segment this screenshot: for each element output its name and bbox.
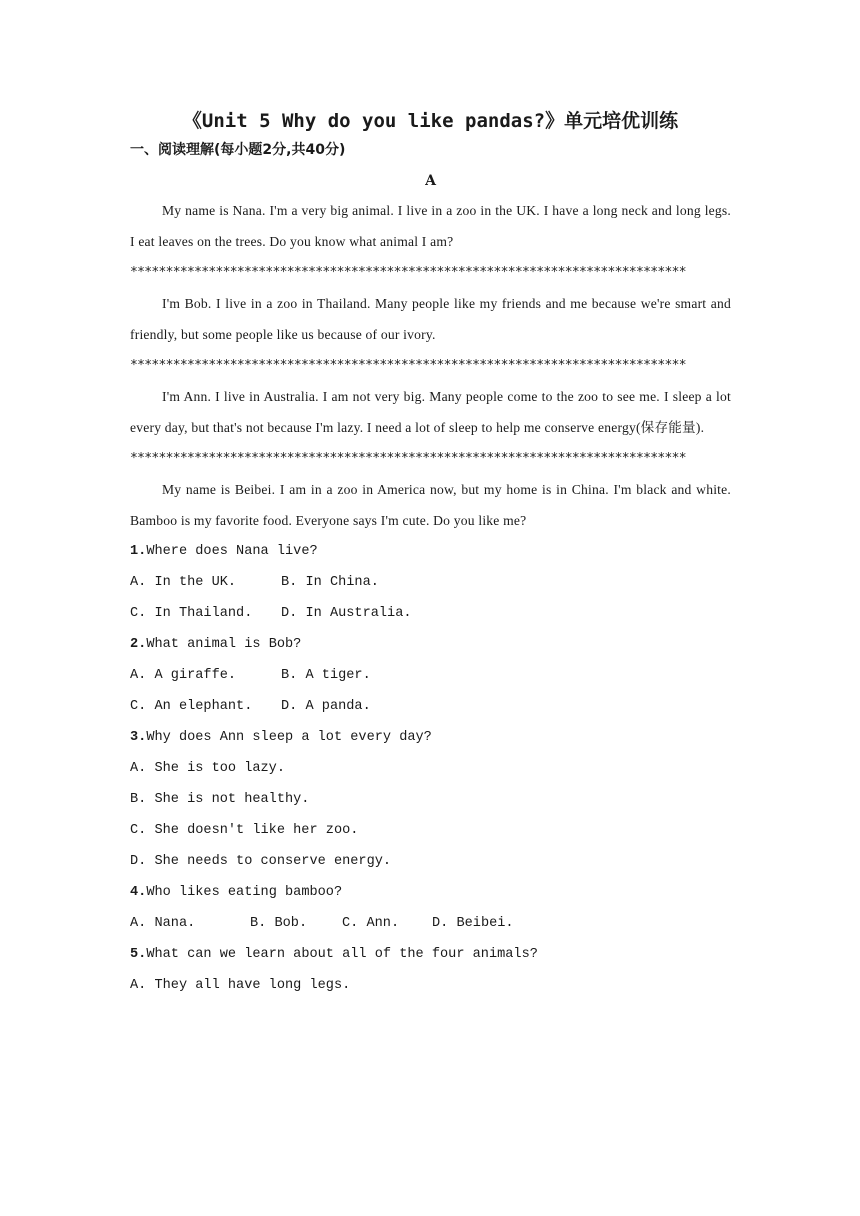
options-row xyxy=(130,567,731,598)
separator: ****************************************************************************** xyxy=(130,358,686,373)
option: A. Nana. xyxy=(130,916,196,931)
paragraph-bob: I'm Bob. I live in a zoo in Thailand. Many people like my friends and me because we're smart and friendly, but some people like us because of our ivory. xyxy=(130,296,731,342)
question-5 xyxy=(130,939,731,970)
question-number: 3. xyxy=(130,730,147,745)
option: B. Bob. xyxy=(250,916,308,931)
separator: ****************************************************************************** xyxy=(130,451,686,466)
passage-label: A xyxy=(425,173,436,189)
option-row xyxy=(130,784,731,815)
options-row xyxy=(130,598,731,629)
option-row xyxy=(130,970,731,1001)
question-4 xyxy=(130,877,731,908)
question-2 xyxy=(130,629,731,660)
option: C. Ann. xyxy=(342,916,400,931)
paragraph-ann: I'm Ann. I live in Australia. I am not very big. Many people come to the zoo to see me. I sleep a lot every day, but that's not because I'm lazy. I need a lot of sleep to help me conserve energy(保存能量). xyxy=(130,389,731,435)
document-page xyxy=(130,100,731,1001)
option: A. She is too lazy. xyxy=(130,761,285,776)
option: B. She is not healthy. xyxy=(130,792,310,807)
paragraph-nana: My name is Nana. I'm a very big animal. I live in a zoo in the UK. I have a long neck and long legs. I eat leaves on the trees. Do you know what animal I am? xyxy=(130,203,731,249)
question-text: What animal is Bob? xyxy=(146,637,302,652)
option: A. They all have long legs. xyxy=(130,978,351,993)
option: D. A panda. xyxy=(281,699,371,714)
paragraph-beibei: My name is Beibei. I am in a zoo in America now, but my home is in China. I'm black and white. Bamboo is my favorite food. Everyone says I'm cute. Do you like me? xyxy=(130,482,731,528)
option: B. A tiger. xyxy=(281,668,371,683)
options-row xyxy=(130,691,731,722)
options-row xyxy=(130,908,731,939)
option: D. She needs to conserve energy. xyxy=(130,854,392,869)
option: B. In China. xyxy=(281,575,379,590)
section-heading: 一、阅读理解(每小题2分,共40分) xyxy=(130,142,346,158)
question-text: Why does Ann sleep a lot every day? xyxy=(146,730,432,745)
document-title: 《Unit 5 Why do you like pandas?》单元培优训练 xyxy=(182,110,679,132)
question-number: 4. xyxy=(130,885,147,900)
question-text: Who likes eating bamboo? xyxy=(146,885,343,900)
question-number: 2. xyxy=(130,637,147,652)
question-text: What can we learn about all of the four animals? xyxy=(146,947,538,962)
option: D. In Australia. xyxy=(281,606,412,621)
option-row xyxy=(130,815,731,846)
option: A. A giraffe. xyxy=(130,668,237,683)
question-number: 5. xyxy=(130,947,147,962)
question-1 xyxy=(130,536,731,567)
question-number: 1. xyxy=(130,544,147,559)
option: C. She doesn't like her zoo. xyxy=(130,823,359,838)
question-3 xyxy=(130,722,731,753)
option-row xyxy=(130,753,731,784)
option: C. In Thailand. xyxy=(130,606,253,621)
separator: ****************************************************************************** xyxy=(130,265,686,280)
question-text: Where does Nana live? xyxy=(146,544,318,559)
options-row xyxy=(130,660,731,691)
option: A. In the UK. xyxy=(130,575,237,590)
option-row xyxy=(130,846,731,877)
option: D. Beibei. xyxy=(432,916,514,931)
option: C. An elephant. xyxy=(130,699,253,714)
